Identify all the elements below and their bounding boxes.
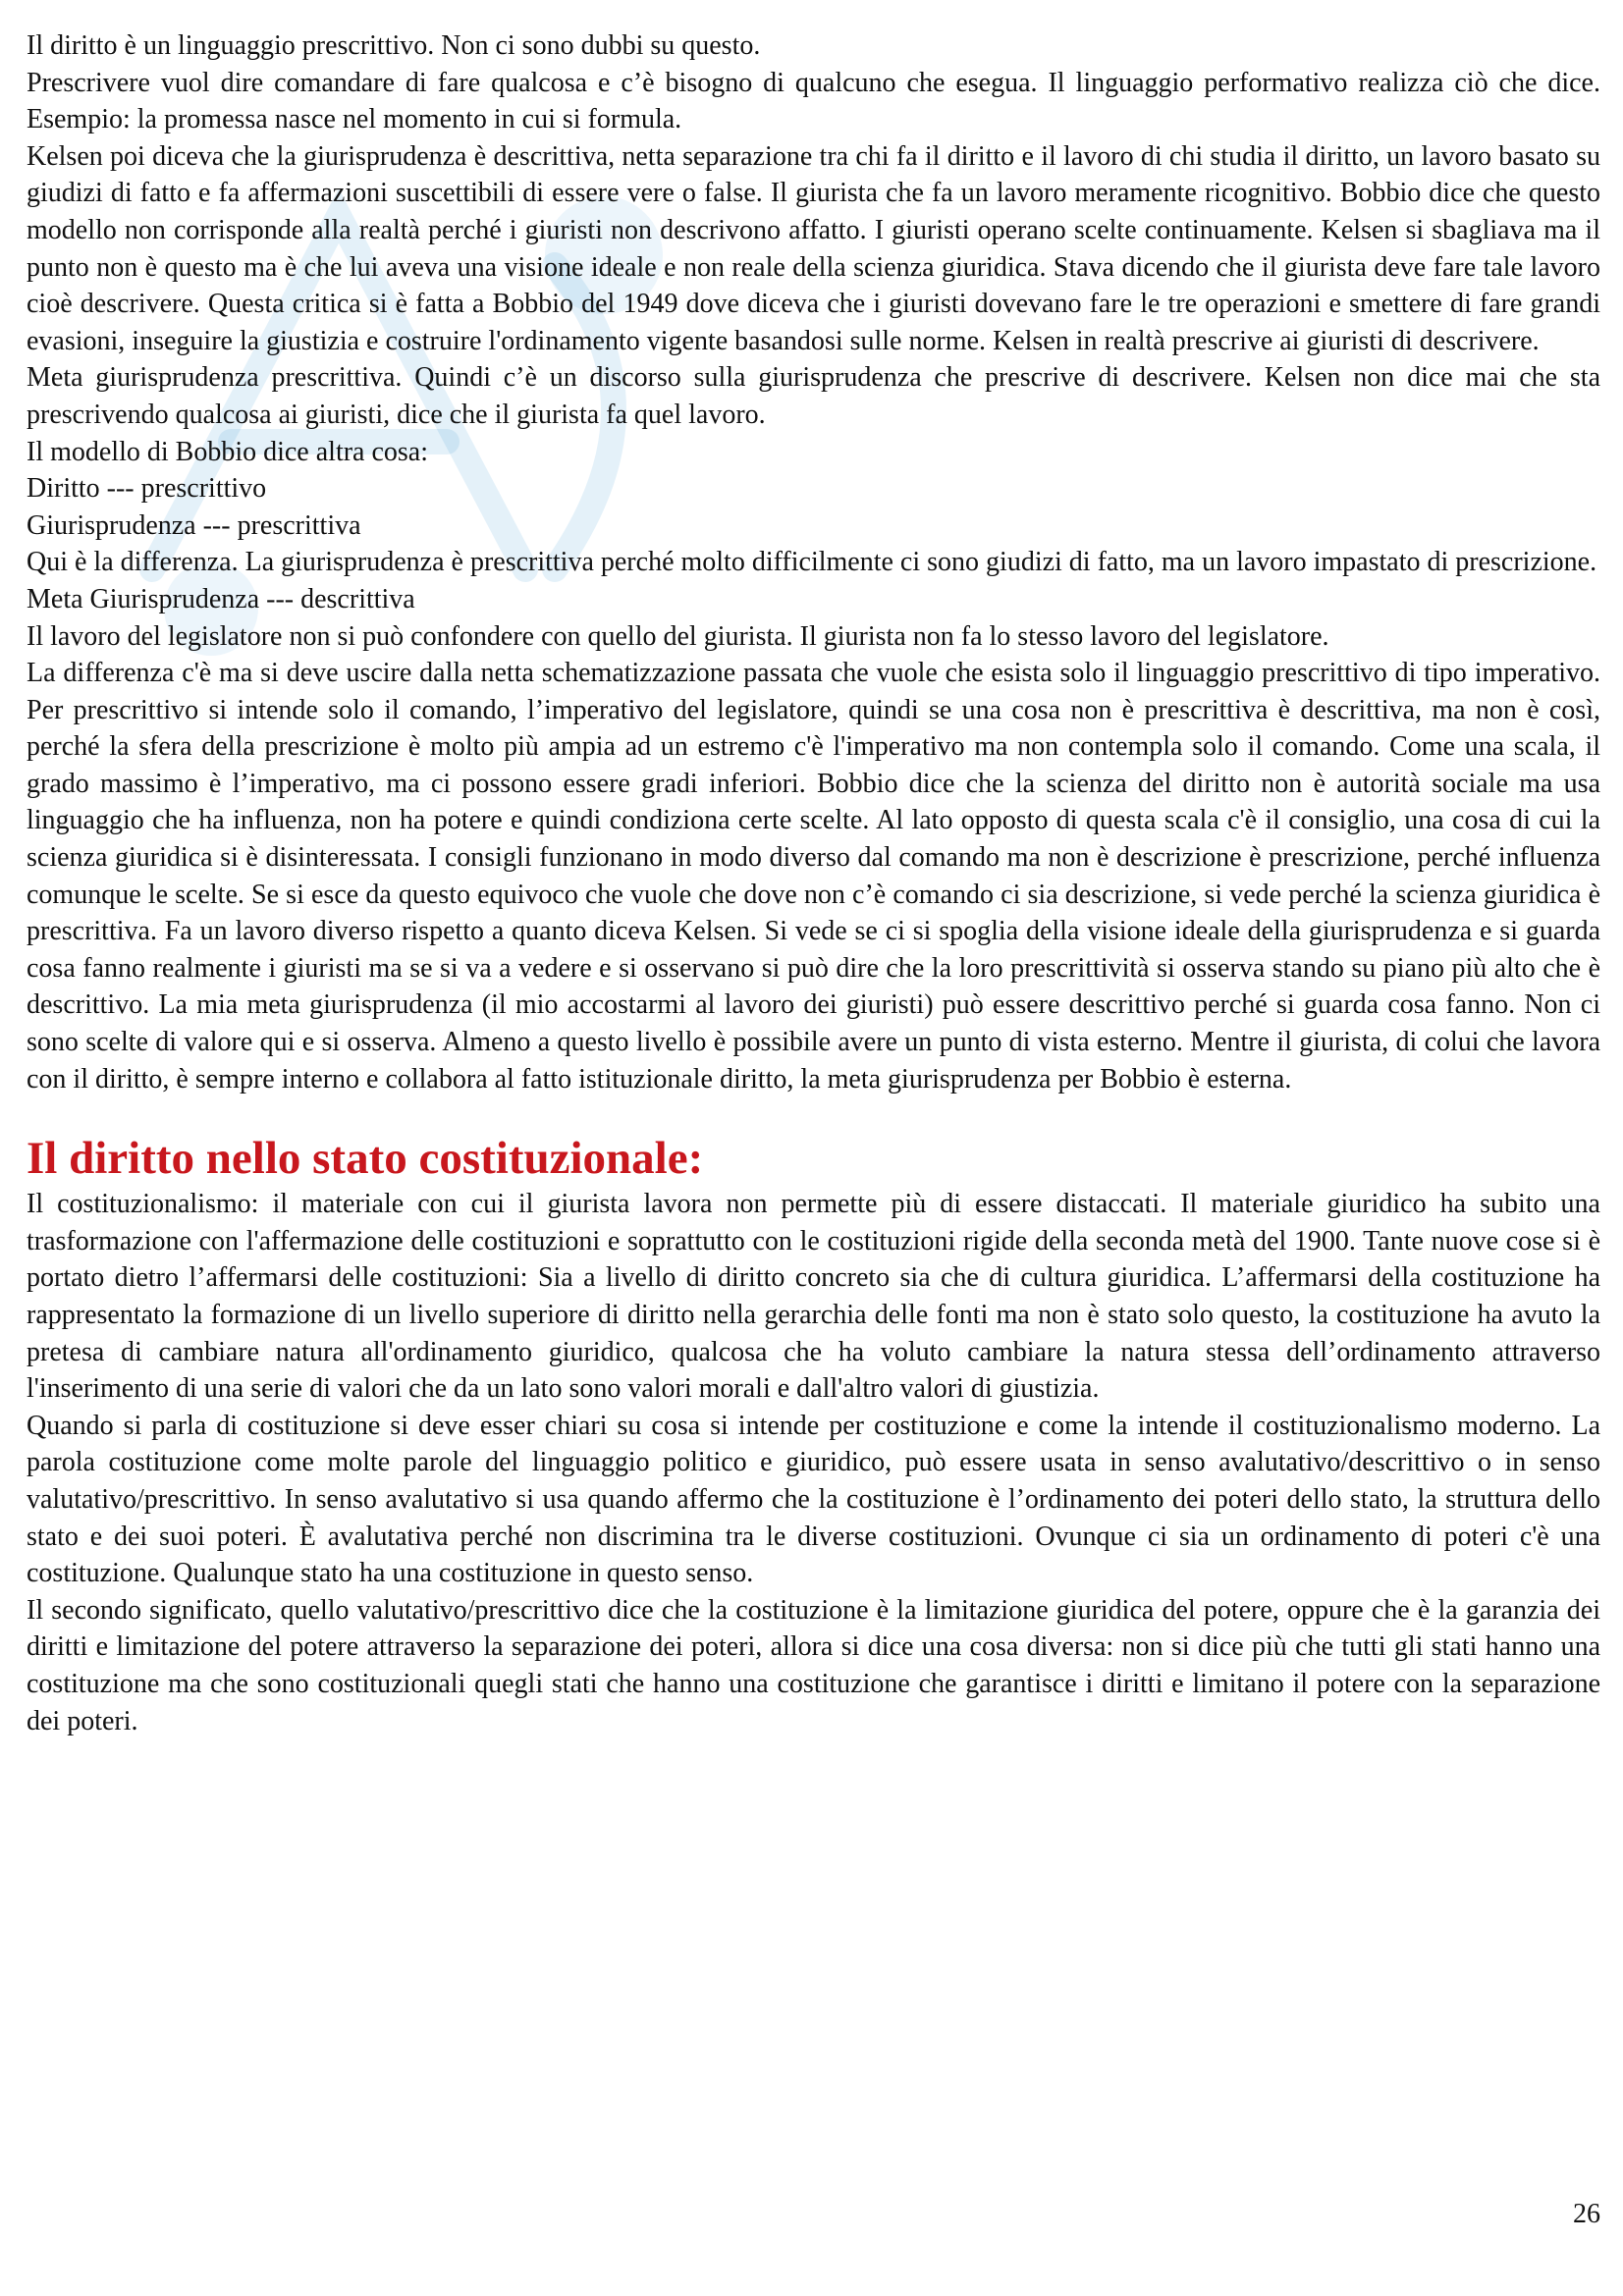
paragraph: Il costituzionalismo: il materiale con cui il giurista lavora non permette più di essere distaccati. Il materiale giuridico ha subito una trasformazione con l'affermazione delle costituzioni e soprattutto con le costituzioni rigide della seconda metà del 1900. Tante nuove cose si è portato dietro l’affermarsi delle costituzioni: Sia a livello di diritto concreto sia che di cultura giuridica. L’affermarsi della costituzione ha rappresentato la formazione di un livello superiore di diritto nella gerarchia delle fonti ma non è stato solo questo, la costituzione ha avuto la pretesa di cambiare natura all'ordinamento giuridico, qualcosa che ha voluto cambiare la natura stessa dell’ordinamento attraverso l'inserimento di una serie di valori che da un lato sono valori morali e dall'altro valori di giustizia. bbox=[27, 1189, 1600, 1405]
paragraph: Meta giurisprudenza prescrittiva. Quindi c’è un discorso sulla giurisprudenza che prescrive di descrivere. Kelsen non dice mai che sta prescrivendo qualcosa ai giuristi, dice che il giurista fa quel lavoro. bbox=[27, 362, 1600, 430]
paragraph: Il diritto è un linguaggio prescrittivo. Non ci sono dubbi su questo. bbox=[27, 30, 761, 61]
paragraph: Kelsen poi diceva che la giurisprudenza è descrittiva, netta separazione tra chi fa il diritto e il lavoro di chi studia il diritto, un lavoro basato su giudizi di fatto e fa affermazioni suscettibili di essere vere o false. Il giurista che fa un lavoro meramente ricognitivo. Bobbio dice che questo modello non corrisponde alla realtà perché i giuristi non descrivono affatto. I giuristi operano scelte continuamente. Kelsen si sbagliava ma il punto non è questo ma è che lui aveva una visione ideale e non reale della scienza giuridica. Stava dicendo che il giurista deve fare tale lavoro cioè descrivere. Questa critica si è fatta a Bobbio del 1949 dove diceva che i giuristi dovevano fare le tre operazioni e smettere di fare grandi evasioni, inseguire la giustizia e costruire l'ordinamento vigente basandosi sulle norme. Kelsen in realtà prescrive ai giuristi di descrivere. bbox=[27, 140, 1600, 356]
paragraph: Qui è la differenza. La giurisprudenza è prescrittiva perché molto difficilmente ci sono giudizi di fatto, ma un lavoro impastato di prescrizione. bbox=[27, 547, 1597, 578]
list-line: Giurisprudenza --- prescrittiva bbox=[27, 509, 361, 541]
document-page bbox=[27, 27, 1600, 1739]
list-line: Meta Giurisprudenza --- descrittiva bbox=[27, 583, 415, 614]
section-heading: Il diritto nello stato costituzionale: bbox=[27, 1133, 704, 1185]
paragraph: Prescrivere vuol dire comandare di fare qualcosa e c’è bisogno di qualcuno che esegua. Il linguaggio performativo realizza ciò che dice. Esempio: la promessa nasce nel momento in cui si formula. bbox=[27, 67, 1600, 135]
paragraph: Il lavoro del legislatore non si può confondere con quello del giurista. Il giurista non fa lo stesso lavoro del legislatore. bbox=[27, 620, 1329, 652]
list-line: Il modello di Bobbio dice altra cosa: bbox=[27, 436, 429, 467]
page-number: 26 bbox=[1573, 2199, 1600, 2229]
paragraph: Il secondo significato, quello valutativo/prescrittivo dice che la costituzione è la limitazione giuridica del potere, oppure che è la garanzia dei diritti e limitazione del potere attraverso la separazione dei poteri, allora si dice una cosa diversa: non si dice più che tutti gli stati hanno una costituzione ma che sono costituzionali quegli stati che hanno una costituzione che garantisce i diritti e limitano il potere con la separazione dei poteri. bbox=[27, 1594, 1600, 1736]
paragraph: Quando si parla di costituzione si deve esser chiari su cosa si intende per costituzione e come la intende il costituzionalismo moderno. La parola costituzione come molte parole del linguaggio politico e giuridico, può essere usata in senso avalutativo/descrittivo o in senso valutativo/prescrittivo. In senso avalutativo si usa quando affermo che la costituzione è l’ordinamento dei poteri dello stato, la struttura dello stato e dei suoi poteri. È avalutativa perché non discrimina tra le diverse costituzioni. Ovunque ci sia un ordinamento di poteri c'è una costituzione. Qualunque stato ha una costituzione in questo senso. bbox=[27, 1410, 1600, 1589]
paragraph: La differenza c'è ma si deve uscire dalla netta schematizzazione passata che vuole che esista solo il linguaggio prescrittivo di tipo imperativo. Per prescrittivo si intende solo il comando, l’imperativo del legislatore, quindi se una cosa non è prescrittiva è descrittiva, ma non è così, perché la sfera della prescrizione è molto più ampia ad un estremo c'è l'imperativo ma non contempla solo il comando. Come una scala, il grado massimo è l’imperativo, ma ci possono essere gradi inferiori. Bobbio dice che la scienza del diritto non è autorità sociale ma usa linguaggio che ha influenza, non ha potere e quindi condiziona certe scelte. Al lato opposto di questa scala c'è il consiglio, una cosa di cui la scienza giuridica si è disinteressata. I consigli funzionano in modo diverso dal comando ma non è descrizione è prescrizione, perché influenza comunque le scelte. Se si esce da questo equivoco che vuole che dove non c’è comando ci sia descrizione, si vede perché la scienza giuridica è prescrittiva. Fa un lavoro diverso rispetto a quanto diceva Kelsen. Si vede se ci si spoglia della visione ideale della giurisprudenza e si guarda cosa fanno realmente i giuristi ma se si va a vedere e si osservano si può dire che la loro prescrittività si osserva stando su piano più alto che è descrittivo. La mia meta giurisprudenza (il mio accostarmi al lavoro dei giuristi) può essere descrittivo perché si guarda cosa fanno. Non ci sono scelte di valore qui e si osserva. Almeno a questo livello è possibile avere un punto di vista esterno. Mentre il giurista, di colui che lavora con il diritto, è sempre interno e collabora al fatto istituzionale diritto, la meta giurisprudenza per Bobbio è esterna. bbox=[27, 658, 1600, 1095]
list-line: Diritto --- prescrittivo bbox=[27, 473, 267, 505]
